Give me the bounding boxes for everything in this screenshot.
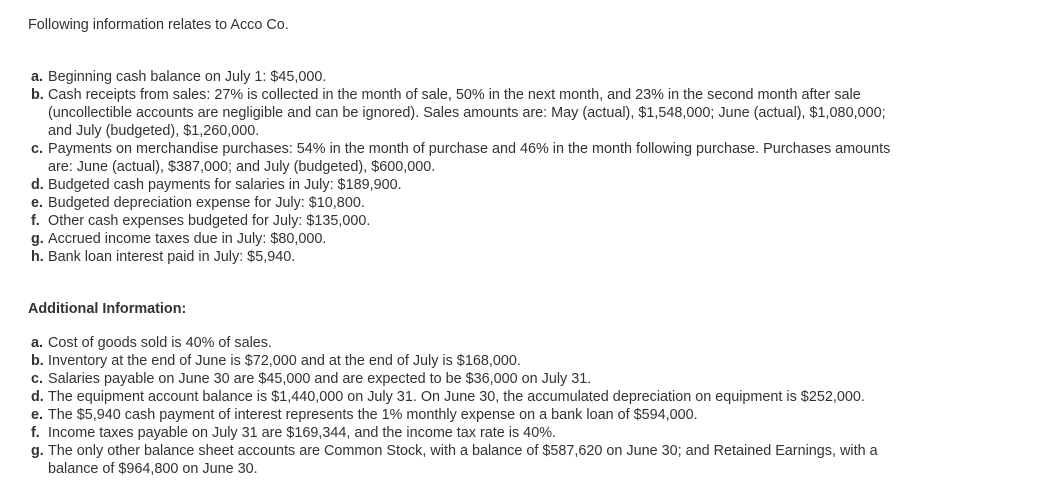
list-item — [28, 230, 1018, 248]
item-text: Beginning cash balance on July 1: $45,000. — [48, 69, 327, 85]
item-marker: h. — [31, 249, 44, 265]
item-text: The equipment account balance is $1,440,000 on July 31. On June 30, the accumulated depreciation on equipment is $252,000. — [48, 389, 865, 405]
item-text: Other cash expenses budgeted for July: $135,000. — [48, 213, 371, 229]
item-text: Accrued income taxes due in July: $80,000. — [48, 231, 327, 247]
list-item — [28, 86, 1018, 140]
item-text: Bank loan interest paid in July: $5,940. — [48, 249, 296, 265]
item-text: Payments on merchandise purchases: 54% in the month of purchase and 46% in the month following purchase. Purchases amounts are: June (actual), $387,000; and July (budgeted), $600,000. — [48, 141, 891, 175]
list-item — [28, 442, 1018, 478]
additional-information-list — [28, 334, 1018, 478]
item-marker: f. — [31, 425, 40, 441]
item-marker: a. — [31, 335, 44, 351]
item-text: Budgeted depreciation expense for July: $10,800. — [48, 195, 365, 211]
item-marker: d. — [31, 177, 44, 193]
list-item — [28, 248, 1018, 266]
item-marker: e. — [31, 407, 44, 423]
list-item — [28, 370, 1018, 388]
list-item — [28, 212, 1018, 230]
item-marker: b. — [31, 353, 44, 369]
list-item — [28, 140, 1018, 176]
list-item — [28, 424, 1018, 442]
list-item — [28, 68, 1018, 86]
item-marker: d. — [31, 389, 44, 405]
item-marker: c. — [31, 141, 44, 157]
item-marker: e. — [31, 195, 44, 211]
list-item — [28, 406, 1018, 424]
list-item — [28, 176, 1018, 194]
item-text: Budgeted cash payments for salaries in July: $189,900. — [48, 177, 402, 193]
item-marker: c. — [31, 371, 44, 387]
item-text: The $5,940 cash payment of interest represents the 1% monthly expense on a bank loan of $594,000. — [48, 407, 698, 423]
information-list — [28, 68, 1018, 266]
item-text: Inventory at the end of June is $72,000 and at the end of July is $168,000. — [48, 353, 521, 369]
list-item — [28, 388, 1018, 406]
item-marker: a. — [31, 69, 44, 85]
item-marker: g. — [31, 443, 44, 459]
item-text: Salaries payable on June 30 are $45,000 and are expected to be $36,000 on July 31. — [48, 371, 592, 387]
item-marker: f. — [31, 213, 40, 229]
list-item — [28, 194, 1018, 212]
list-item — [28, 334, 1018, 352]
list-item — [28, 352, 1018, 370]
item-marker: b. — [31, 87, 44, 103]
intro-text: Following information relates to Acco Co. — [28, 17, 289, 33]
item-text: Income taxes payable on July 31 are $169,344, and the income tax rate is 40%. — [48, 425, 556, 441]
item-text: Cost of goods sold is 40% of sales. — [48, 335, 272, 351]
item-text: Cash receipts from sales: 27% is collected in the month of sale, 50% in the next month, and 23% in the second month after sale (uncollectible accounts are negligible and can be ignored). Sales amounts are: May (actual), $1,548,000; June (actual), $1,080,000; and July (budgeted), $1,260,000. — [48, 87, 886, 139]
item-marker: g. — [31, 231, 44, 247]
item-text: The only other balance sheet accounts are Common Stock, with a balance of $587,620 on June 30; and Retained Earnings, with a balance of $964,800 on June 30. — [48, 443, 878, 477]
additional-information-heading: Additional Information: — [28, 301, 187, 317]
